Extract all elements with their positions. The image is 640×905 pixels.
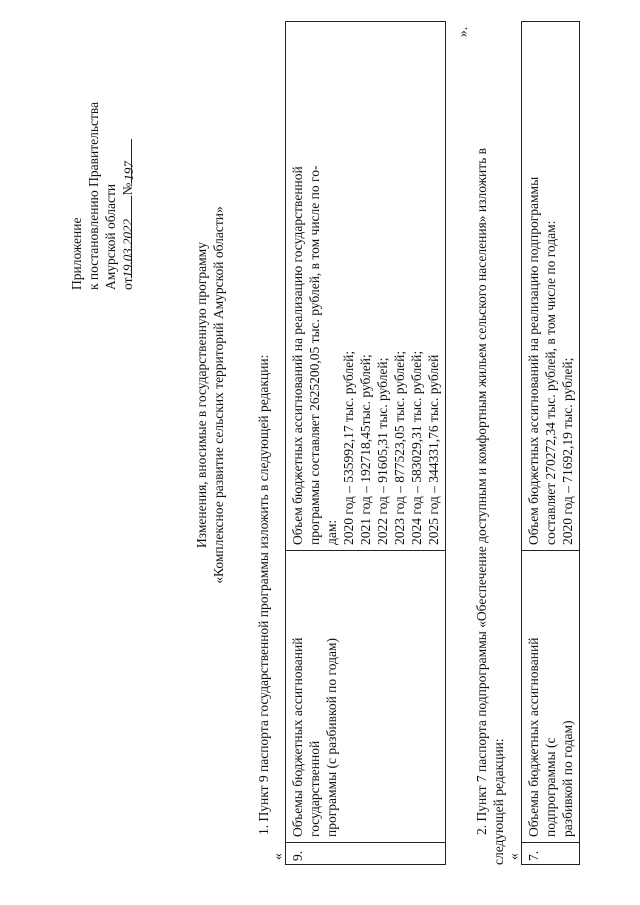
title-line-2: «Комплексное развитие сельских территорий Амурской области» xyxy=(211,206,226,584)
appendix-line-3: Амурской области xyxy=(103,183,118,290)
row-value-cell xyxy=(522,22,580,551)
row-value-cell xyxy=(286,22,446,551)
table-row xyxy=(286,22,446,865)
table-row xyxy=(522,22,580,865)
value-line: 2020 год – 535992,17 тыс. рублей; xyxy=(341,350,356,545)
value-line: дам: xyxy=(324,519,339,545)
appendix-block xyxy=(68,102,136,290)
section1-close-quote: ». xyxy=(455,26,470,37)
section2-open-quote: « xyxy=(506,853,521,860)
date-prefix: от xyxy=(120,277,135,290)
row-label-line-2: разбивкой по годам) xyxy=(560,720,575,837)
date-value: 19.03.2022 xyxy=(120,219,135,278)
date-underline xyxy=(120,196,135,278)
appendix-line-2: к постановлению Правительства xyxy=(86,101,101,290)
value-line: 2022 год – 91605,31 тыс. рублей; xyxy=(375,357,390,545)
number-sign: № xyxy=(120,182,135,196)
section2-intro-line-1: 2. Пункт 7 паспорта подпрограммы «Обеспечение доступным и комфортным жильем сельского населения» изложить в xyxy=(474,148,489,835)
row-label-cell xyxy=(522,551,580,843)
document-title xyxy=(193,115,227,675)
title-line-1: Изменения, вносимые в государственную программу xyxy=(194,242,209,548)
row-label-line-2: программы (с разбивкой по годам) xyxy=(324,638,339,837)
section1-intro: 1. Пункт 9 паспорта государственной программы изложить в следующей редакции: xyxy=(256,354,271,835)
section2-intro-line-2: следующей редакции: xyxy=(491,738,506,865)
row-label-cell xyxy=(286,551,446,843)
number-underline xyxy=(121,139,136,183)
value-line: 2023 год – 877523,05 тыс. рублей; xyxy=(392,350,407,545)
row-label-line-1: Объемы бюджетных ассигнований государственной xyxy=(290,637,322,837)
value-line: 2025 год – 344331,76 тыс. рублей xyxy=(426,354,441,545)
row-number: 9. xyxy=(286,843,446,865)
value-line: 2021 год – 192718,45тыс. рублей; xyxy=(358,354,373,545)
value-line: 2020 год – 71692,19 тыс. рублей; xyxy=(560,357,575,545)
value-line: 2024 год – 583029,31 тыс. рублей; xyxy=(409,350,424,545)
row-label-line-1: Объемы бюджетных ассигнований подпрограммы (с xyxy=(526,637,558,837)
number-value: 197 xyxy=(121,161,136,181)
subprogram-passport-table xyxy=(521,21,580,865)
program-passport-table xyxy=(285,21,446,865)
value-line: составляет 270272,34 тыс. рублей, в том числе по годам: xyxy=(543,220,558,545)
appendix-date-line xyxy=(119,102,136,290)
value-line: программы составляет 2625200,05 тыс. рублей, в том числе по го- xyxy=(307,165,322,545)
row-number: 7. xyxy=(522,843,580,865)
section1-open-quote: « xyxy=(270,853,285,860)
value-line: Объем бюджетных ассигнований на реализацию государственной xyxy=(290,166,305,545)
value-line: Объем бюджетных ассигнований на реализацию подпрограммы xyxy=(526,176,541,545)
appendix-line-1: Приложение xyxy=(69,217,84,290)
